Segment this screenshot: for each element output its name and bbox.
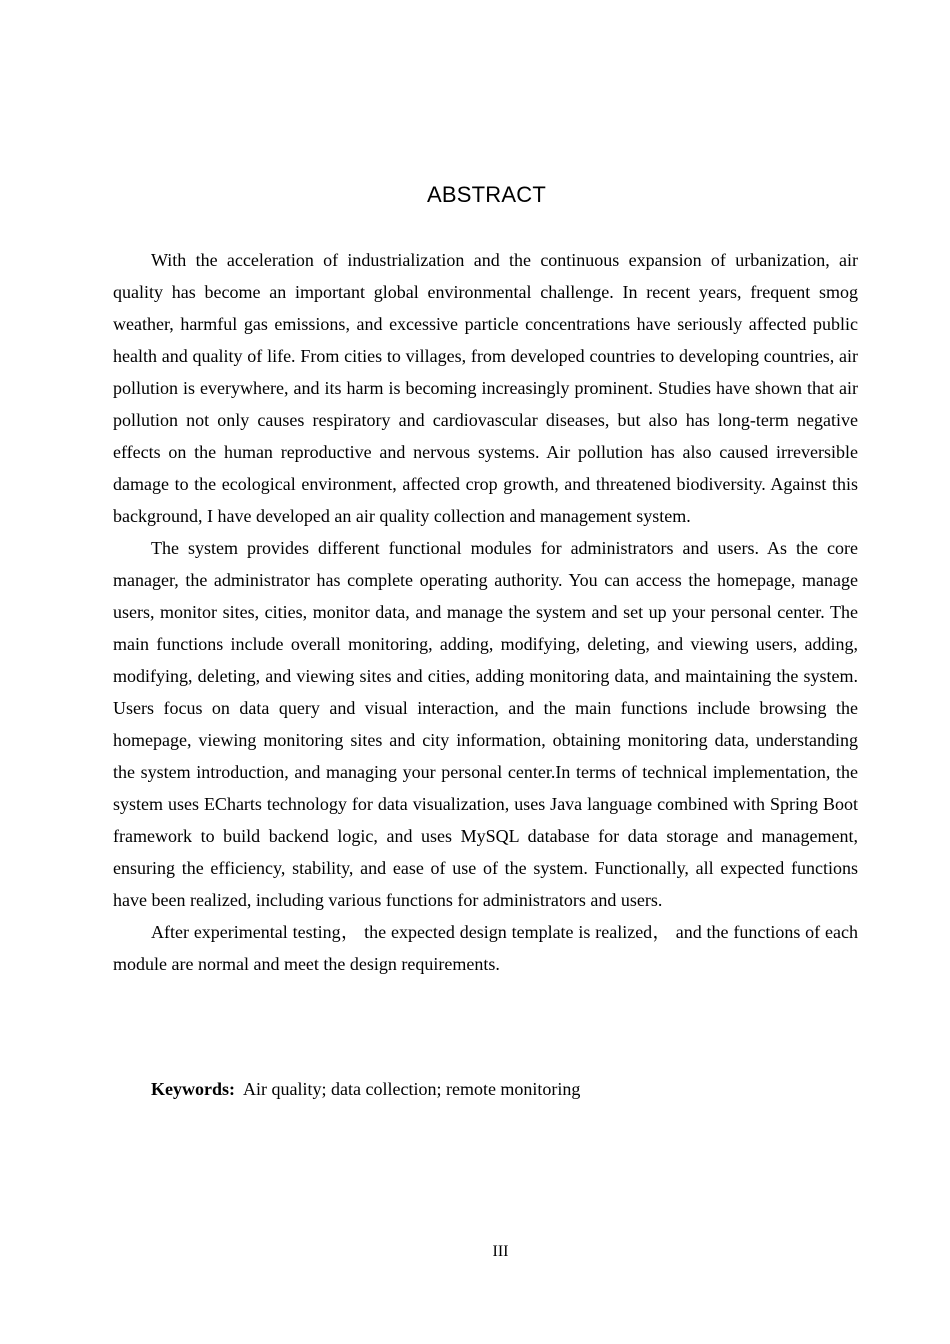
abstract-body: [113, 244, 858, 980]
page-title: ABSTRACT: [427, 182, 546, 207]
abstract-paragraph-1: With the acceleration of industrialization and the continuous expansion of urbanization, air quality has become an important global environmental challenge. In recent years, frequent smog weather, harmful gas emissions, and excessive particle concentrations have seriously affected public health and quality of life. From cities to villages, from developed countries to developing countries, air pollution is everywhere, and its harm is becoming increasingly prominent. Studies have shown that air pollution not only causes respiratory and cardiovascular diseases, but also has long-term negative effects on the human reproductive and nervous systems. Air pollution has also caused irreversible damage to the ecological environment, affected crop growth, and threatened biodiversity. Against this background, I have developed an air quality collection and management system.: [113, 250, 858, 526]
keywords-label: Keywords:: [151, 1079, 235, 1099]
abstract-paragraph-3: After experimental testing， the expected design template is realized， and the functions of each module are normal and meet the design requirements.: [113, 922, 858, 974]
keywords-value: Air quality; data collection; remote monitoring: [243, 1079, 581, 1099]
keywords-line: [151, 1073, 851, 1105]
abstract-paragraph-2: The system provides different functional modules for administrators and users. As the core manager, the administrator has complete operating authority. You can access the homepage, manage users, monitor sites, cities, monitor data, and manage the system and set up your personal center. The main functions include overall monitoring, adding, modifying, deleting, and viewing users, adding, modifying, deleting, and viewing sites and cities, adding monitoring data, and maintaining the system. Users focus on data query and visual interaction, and the main functions include browsing the homepage, viewing monitoring sites and city information, obtaining monitoring data, understanding the system introduction, and managing your personal center.In terms of technical implementation, the system uses ECharts technology for data visualization, uses Java language combined with Spring Boot framework to build backend logic, and uses MySQL database for data storage and management, ensuring the efficiency, stability, and ease of use of the system. Functionally, all expected functions have been realized, including various functions for administrators and users.: [113, 538, 858, 910]
page-number: III: [492, 1243, 509, 1260]
